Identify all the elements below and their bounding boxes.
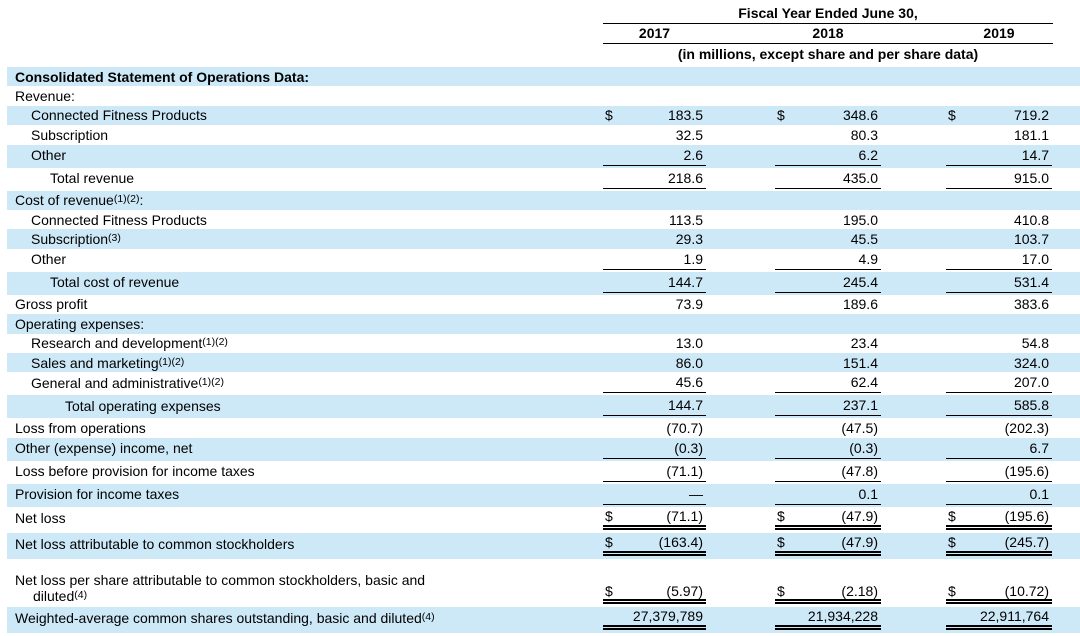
dollar-sign: $ bbox=[605, 533, 613, 550]
value: 435.0 bbox=[842, 169, 878, 186]
value-cell-2017 bbox=[603, 229, 706, 248]
dollar-sign: $ bbox=[948, 507, 956, 524]
value: 6.2 bbox=[858, 146, 878, 163]
row-label bbox=[7, 192, 603, 208]
value: — bbox=[689, 485, 703, 502]
row-label-text: Gross profit bbox=[15, 296, 88, 313]
year-column-header-2017: 2017 bbox=[638, 25, 671, 41]
value-cell-2019 bbox=[946, 607, 1052, 630]
value-cell-2018 bbox=[775, 461, 881, 482]
value: (195.6) bbox=[1004, 507, 1049, 524]
value: (70.7) bbox=[666, 419, 703, 436]
dollar-sign: $ bbox=[777, 507, 785, 524]
value-cell-2018 bbox=[775, 484, 881, 505]
value: 410.8 bbox=[1013, 211, 1049, 228]
value: 4.9 bbox=[858, 250, 878, 267]
row-label-text: Net loss attributable to common stockholders bbox=[15, 536, 295, 553]
dollar-sign: $ bbox=[948, 107, 956, 124]
value-cell-2017 bbox=[603, 484, 706, 505]
value-cell-2018 bbox=[775, 145, 881, 166]
table-body bbox=[0, 67, 1080, 633]
value: (47.5) bbox=[841, 419, 878, 436]
dollar-sign: $ bbox=[605, 107, 613, 124]
row-label-text: Consolidated Statement of Operations Data: bbox=[15, 68, 310, 85]
year-column-header-2018: 2018 bbox=[812, 25, 844, 41]
row-label bbox=[7, 398, 603, 414]
table-header bbox=[603, 5, 1053, 66]
value: 195.0 bbox=[842, 211, 878, 228]
value: (47.9) bbox=[841, 507, 878, 524]
value: 151.4 bbox=[842, 354, 878, 371]
table-row bbox=[7, 106, 1080, 125]
value: 22,911,764 bbox=[979, 607, 1049, 624]
row-label-text: Revenue: bbox=[15, 88, 75, 105]
value-cell-2018 bbox=[775, 295, 881, 314]
value-cell-2019 bbox=[946, 272, 1052, 293]
value-cell-2018 bbox=[775, 418, 881, 437]
table-row bbox=[7, 210, 1080, 229]
value-cell-2017 bbox=[603, 533, 706, 556]
value: 0.1 bbox=[1029, 485, 1049, 502]
value: 113.5 bbox=[669, 211, 703, 228]
value-cell-2017 bbox=[603, 418, 706, 437]
value: (71.1) bbox=[666, 462, 703, 479]
table-row bbox=[7, 168, 1080, 191]
value: (5.97) bbox=[666, 582, 703, 599]
value-cell-2018 bbox=[775, 272, 881, 293]
value-cell-2019 bbox=[946, 229, 1052, 248]
value-cell-2017 bbox=[603, 353, 706, 372]
row-label bbox=[7, 486, 603, 502]
value: (47.8) bbox=[841, 462, 878, 479]
value-cell-2019 bbox=[946, 168, 1052, 189]
value: (245.7) bbox=[1004, 533, 1049, 550]
value: 45.6 bbox=[675, 374, 703, 391]
row-label-text: Provision for income taxes bbox=[15, 486, 180, 503]
value-cell-2018 bbox=[775, 229, 881, 248]
value-cell-2019 bbox=[946, 582, 1052, 604]
table-row bbox=[7, 191, 1080, 210]
table-row bbox=[7, 607, 1080, 633]
value: 21,934,228 bbox=[807, 607, 878, 624]
value-cell-2018 bbox=[775, 438, 881, 459]
value-cell-2017 bbox=[603, 372, 706, 393]
value: 103.7 bbox=[1013, 231, 1049, 248]
table-row bbox=[7, 438, 1080, 461]
row-label bbox=[7, 107, 603, 123]
value-cell-2019 bbox=[946, 353, 1052, 372]
row-label bbox=[7, 170, 603, 186]
value-cell-2017 bbox=[603, 168, 706, 189]
row-label bbox=[7, 440, 603, 456]
value: 183.5 bbox=[667, 107, 703, 124]
table-row bbox=[7, 125, 1080, 144]
value: (10.72) bbox=[1004, 582, 1049, 599]
value: 719.2 bbox=[1013, 107, 1049, 124]
value-cell-2019 bbox=[946, 210, 1052, 229]
value-cell-2017 bbox=[603, 461, 706, 482]
table-row bbox=[7, 86, 1080, 105]
value: 1.9 bbox=[683, 250, 703, 267]
value: 6.7 bbox=[1029, 439, 1049, 456]
value: 14.7 bbox=[1021, 146, 1049, 163]
value: 531.4 bbox=[1013, 273, 1049, 290]
value-cell-2019 bbox=[946, 507, 1052, 530]
row-label bbox=[7, 251, 603, 267]
table-row bbox=[7, 353, 1080, 372]
value-cell-2018 bbox=[775, 334, 881, 353]
value: (2.18) bbox=[841, 582, 878, 599]
row-label-line2 bbox=[7, 588, 603, 604]
dollar-sign: $ bbox=[605, 507, 613, 524]
row-label bbox=[7, 274, 603, 290]
value-cell-2018 bbox=[775, 353, 881, 372]
value: (163.4) bbox=[658, 533, 703, 550]
dollar-sign: $ bbox=[777, 582, 785, 599]
value: 27,379,789 bbox=[632, 607, 703, 624]
row-label bbox=[7, 212, 603, 228]
value-cell-2019 bbox=[946, 145, 1052, 166]
value-cell-2018 bbox=[775, 372, 881, 393]
value: (0.3) bbox=[674, 439, 703, 456]
dollar-sign: $ bbox=[948, 533, 956, 550]
value-cell-2018 bbox=[775, 168, 881, 189]
row-label-text: Subscription bbox=[31, 231, 109, 248]
value: 383.6 bbox=[1013, 296, 1049, 313]
value: 218.6 bbox=[667, 169, 703, 186]
row-label bbox=[7, 536, 603, 552]
value-cell-2018 bbox=[775, 607, 881, 630]
value-cell-2019 bbox=[946, 295, 1052, 314]
row-label-text: Operating expenses: bbox=[15, 315, 145, 332]
footnote-ref: (4) bbox=[74, 588, 88, 601]
value-cell-2017 bbox=[603, 106, 706, 125]
dollar-sign: $ bbox=[777, 107, 785, 124]
row-label-text: Other (expense) income, net bbox=[15, 440, 193, 457]
value: 348.6 bbox=[842, 107, 878, 124]
table-row bbox=[7, 418, 1080, 437]
dollar-sign: $ bbox=[777, 533, 785, 550]
value: 324.0 bbox=[1013, 354, 1049, 371]
value: 237.1 bbox=[842, 397, 878, 414]
row-label bbox=[7, 335, 603, 351]
value-cell-2017 bbox=[603, 145, 706, 166]
table-row bbox=[7, 67, 1080, 86]
table-row bbox=[7, 145, 1080, 168]
row-label bbox=[7, 510, 603, 526]
footnote-ref: (4) bbox=[421, 611, 435, 624]
fiscal-year-header: Fiscal Year Ended June 30, bbox=[603, 5, 1053, 24]
footnote-ref: (1)(2) bbox=[113, 193, 140, 206]
units-note: (in millions, except share and per share data) bbox=[677, 46, 979, 62]
value-cell-2017 bbox=[603, 582, 706, 604]
dollar-sign: $ bbox=[948, 582, 956, 599]
row-label bbox=[7, 463, 603, 479]
row-label-text: Total revenue bbox=[50, 170, 135, 187]
value: 0.1 bbox=[858, 485, 878, 502]
row-label-text: Connected Fitness Products bbox=[31, 107, 207, 124]
row-label-text: General and administrative bbox=[31, 374, 199, 391]
value: 2.6 bbox=[683, 146, 703, 163]
value-cell-2019 bbox=[946, 125, 1052, 144]
row-label-text: Research and development bbox=[31, 335, 203, 352]
value-cell-2018 bbox=[775, 125, 881, 144]
row-label bbox=[7, 296, 603, 312]
table-row bbox=[7, 461, 1080, 484]
row-label-text: Sales and marketing bbox=[31, 354, 159, 371]
row-label-text: diluted bbox=[33, 587, 75, 604]
table-row bbox=[7, 249, 1080, 272]
row-label-text: Total cost of revenue bbox=[50, 274, 180, 291]
row-label bbox=[7, 572, 603, 604]
row-label-text: Other bbox=[31, 251, 67, 268]
value: 29.3 bbox=[675, 231, 703, 248]
value-cell-2017 bbox=[603, 295, 706, 314]
value: 80.3 bbox=[850, 126, 878, 143]
dollar-sign: $ bbox=[605, 582, 613, 599]
value: (47.9) bbox=[841, 533, 878, 550]
row-label-line1: Net loss per share attributable to common stockholders, basic and bbox=[15, 571, 426, 588]
value: (195.6) bbox=[1004, 462, 1049, 479]
footnote-ref: (1)(2) bbox=[198, 375, 224, 388]
table-row bbox=[7, 507, 1080, 533]
value-cell-2019 bbox=[946, 334, 1052, 353]
value-cell-2019 bbox=[946, 249, 1052, 270]
value-cell-2017 bbox=[603, 334, 706, 353]
year-columns-row bbox=[603, 24, 1053, 44]
row-label-text: Loss before provision for income taxes bbox=[15, 463, 255, 480]
table-row bbox=[7, 533, 1080, 559]
table-row bbox=[7, 484, 1080, 507]
footnote-ref: (3) bbox=[108, 232, 121, 245]
value: 245.4 bbox=[842, 273, 878, 290]
value: 17.0 bbox=[1021, 250, 1049, 267]
table-row bbox=[7, 372, 1080, 395]
table-row bbox=[7, 314, 1080, 333]
value: 144.7 bbox=[667, 397, 703, 414]
value-cell-2019 bbox=[946, 533, 1052, 556]
value-cell-2017 bbox=[603, 210, 706, 229]
footnote-ref: (1)(2) bbox=[158, 355, 185, 368]
row-label bbox=[7, 69, 603, 85]
value-cell-2019 bbox=[946, 461, 1052, 482]
value-cell-2019 bbox=[946, 395, 1052, 416]
row-label bbox=[7, 88, 603, 104]
value-cell-2019 bbox=[946, 106, 1052, 125]
value-cell-2018 bbox=[775, 507, 881, 530]
table-row bbox=[7, 395, 1080, 418]
value-cell-2019 bbox=[946, 438, 1052, 459]
value-cell-2017 bbox=[603, 507, 706, 530]
value-cell-2019 bbox=[946, 372, 1052, 393]
value-cell-2017 bbox=[603, 607, 706, 630]
row-label-suffix: : bbox=[139, 192, 144, 209]
value: 915.0 bbox=[1013, 169, 1049, 186]
value: (0.3) bbox=[849, 439, 878, 456]
row-label bbox=[7, 420, 603, 436]
table-row bbox=[7, 272, 1080, 295]
value: 189.6 bbox=[842, 296, 878, 313]
value: 73.9 bbox=[675, 296, 703, 313]
row-label-text: Net loss bbox=[15, 510, 66, 527]
row-label-text: Subscription bbox=[31, 126, 109, 143]
value: 144.7 bbox=[667, 273, 703, 290]
value-cell-2018 bbox=[775, 533, 881, 556]
row-label-text: Weighted-average common shares outstanding, basic and diluted bbox=[15, 610, 422, 627]
table-row bbox=[7, 334, 1080, 353]
value-cell-2019 bbox=[946, 484, 1052, 505]
value-cell-2019 bbox=[946, 418, 1052, 437]
row-label bbox=[7, 355, 603, 371]
value: 13.0 bbox=[675, 335, 703, 352]
year-column-header-2019: 2019 bbox=[983, 25, 1015, 41]
row-label-text: Other bbox=[31, 147, 67, 164]
row-label bbox=[7, 231, 603, 247]
table-row bbox=[7, 295, 1080, 314]
value-cell-2018 bbox=[775, 249, 881, 270]
footnote-ref: (1)(2) bbox=[202, 336, 228, 349]
value: 23.4 bbox=[850, 335, 878, 352]
value: (202.3) bbox=[1004, 419, 1049, 436]
value: 585.8 bbox=[1013, 397, 1049, 414]
value: 45.5 bbox=[850, 231, 878, 248]
value: 207.0 bbox=[1013, 374, 1049, 391]
value: (71.1) bbox=[666, 507, 703, 524]
table-row bbox=[7, 559, 1080, 607]
value-cell-2018 bbox=[775, 106, 881, 125]
value: 32.5 bbox=[675, 126, 703, 143]
value: 181.1 bbox=[1013, 126, 1049, 143]
row-label-text: Connected Fitness Products bbox=[31, 211, 207, 228]
table-row bbox=[7, 229, 1080, 248]
value-cell-2018 bbox=[775, 582, 881, 604]
value-cell-2018 bbox=[775, 210, 881, 229]
value-cell-2017 bbox=[603, 438, 706, 459]
row-label bbox=[7, 127, 603, 143]
value-cell-2018 bbox=[775, 395, 881, 416]
row-label bbox=[7, 147, 603, 163]
value-cell-2017 bbox=[603, 395, 706, 416]
value: 62.4 bbox=[850, 374, 878, 391]
value-cell-2017 bbox=[603, 125, 706, 144]
value: 54.8 bbox=[1021, 335, 1049, 352]
row-label bbox=[7, 316, 603, 332]
row-label bbox=[7, 375, 603, 391]
value-cell-2017 bbox=[603, 272, 706, 293]
row-label-text: Total operating expenses bbox=[65, 397, 221, 414]
value: 86.0 bbox=[675, 354, 703, 371]
row-label bbox=[7, 610, 603, 626]
row-label-text: Cost of revenue bbox=[15, 192, 114, 209]
value-cell-2017 bbox=[603, 249, 706, 270]
row-label-text: Loss from operations bbox=[15, 419, 146, 436]
